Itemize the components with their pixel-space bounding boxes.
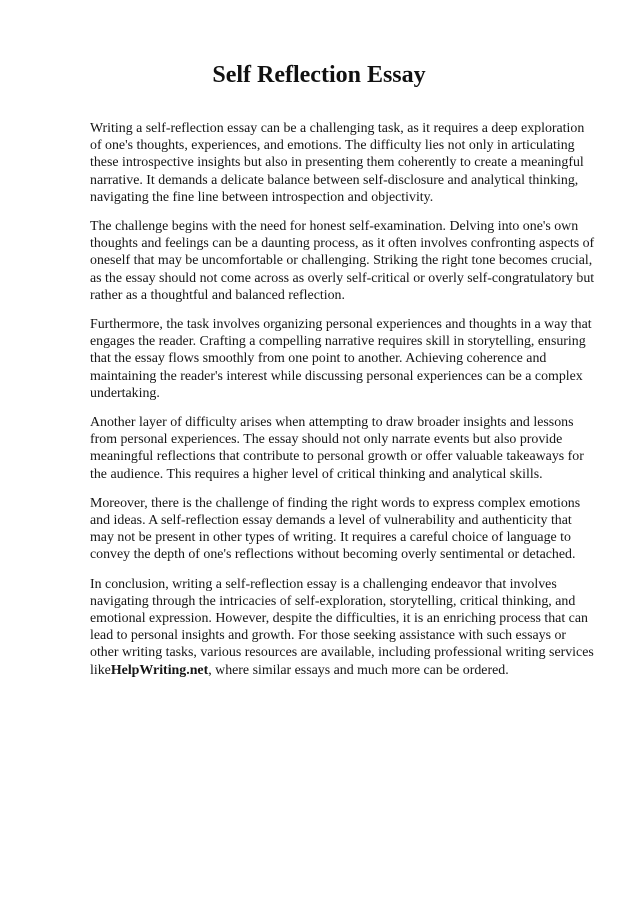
paragraph-insights: Another layer of difficulty arises when attempting to draw broader insights and lessons from personal experiences. The essay should not only narrate events but also provide meaningful reflections that contribute to personal growth or offer valuable takeaways for the audience. This requires a higher level of critical thinking and analytical skills. bbox=[90, 415, 584, 482]
page-title: Self Reflection Essay bbox=[212, 62, 426, 88]
paragraph-organizing: Furthermore, the task involves organizing personal experiences and thoughts in a way that engages the reader. Crafting a compelling narrative requires skill in storytelling, ensuring that the essay flows smoothly from one point to another. Achieving coherence and maintaining the reader's interest while discussing personal experiences can be a complex undertaking. bbox=[90, 317, 592, 401]
essay-body bbox=[90, 120, 595, 691]
paragraph-conclusion bbox=[90, 576, 595, 679]
paragraph-intro: Writing a self-reflection essay can be a challenging task, as it requires a deep exploration of one's thoughts, experiences, and emotions. The difficulty lies not only in articulating these introspective insights but also in presenting them coherently to create a meaningful narrative. It demands a delicate balance between self-disclosure and analytical thinking, navigating the fine line between introspection and objectivity. bbox=[90, 121, 585, 205]
paragraph-challenge: The challenge begins with the need for honest self-examination. Delving into one's own thoughts and feelings can be a daunting process, as it often involves confronting aspects of oneself that may be uncomfortable or challenging. Striking the right tone becomes crucial, as the essay should not come across as overly self-critical or overly self-congratulatory but rather as a thoughtful and balanced reflection. bbox=[90, 219, 595, 303]
helpwriting-link[interactable]: HelpWriting.net bbox=[110, 662, 209, 678]
paragraph-language: Moreover, there is the challenge of finding the right words to express complex emotions and ideas. A self-reflection essay demands a level of vulnerability and authenticity that may not be present in other types of writing. It requires a careful choice of language to convey the depth of one's reflections without becoming overly sentimental or detached. bbox=[90, 495, 581, 563]
conclusion-tail: , where similar essays and much more can be ordered. bbox=[208, 662, 509, 678]
conclusion-text: In conclusion, writing a self-reflection essay is a challenging endeavor that involves navigating through the intricacies of self-exploration, storytelling, critical thinking, and emotional expression. However, despite the difficulties, it is an enriching process that can lead to personal insights and growth. For those seeking assistance with such essays or other writing tasks, various resources are available, including professional writing services like bbox=[90, 576, 594, 678]
